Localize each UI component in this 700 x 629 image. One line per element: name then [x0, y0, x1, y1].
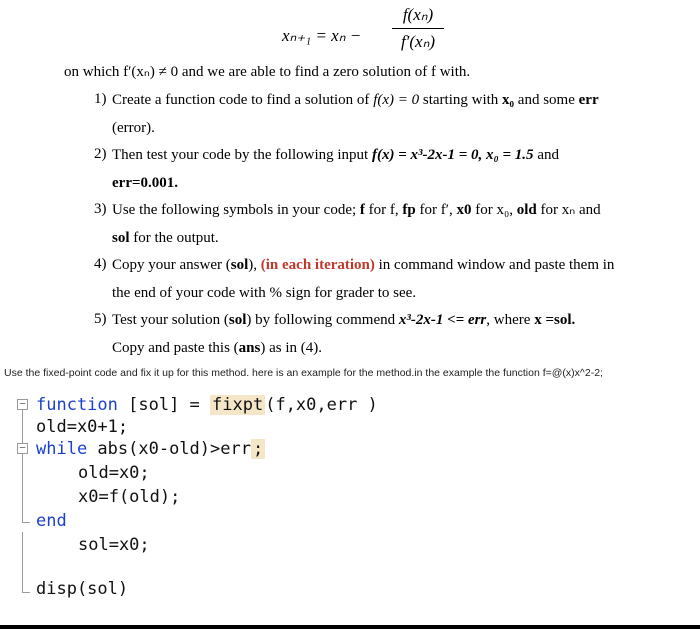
code-line-end — [36, 510, 67, 532]
fold-guide-end-tick — [22, 522, 30, 523]
fold-guide-tail-tick — [22, 592, 30, 593]
code-line-disp: disp(sol) — [36, 579, 129, 599]
formula-lhs: xₙ₊₁ = xₙ − — [282, 26, 362, 45]
item-4-line2: the end of your code with % sign for grader to see. — [112, 285, 417, 301]
item-2-line2: err=0.001. — [112, 175, 179, 191]
item-5-line1 — [112, 311, 575, 329]
item-3-f: f — [359, 202, 365, 218]
item-5-x-sol: x =sol. — [534, 312, 576, 328]
item-5-text-c: ) by following commend — [246, 312, 399, 328]
item-1-eq: f(x) = 0 — [373, 92, 420, 108]
item-3-fp: fp — [402, 202, 416, 218]
keyword-function: function — [36, 395, 118, 415]
fraction-bar — [392, 28, 444, 29]
item-3-text-output: for the output. — [129, 230, 219, 246]
fold-guide-tail — [22, 532, 23, 592]
item-1-line1 — [112, 91, 599, 109]
code-while-cond: abs(x0-old)>err — [87, 439, 251, 459]
item-3-text-c: for f, — [364, 202, 403, 218]
item-5-ans: ans — [238, 340, 261, 356]
item-4-text-a: Copy your answer ( — [112, 257, 231, 273]
item-1-err: err — [578, 92, 599, 108]
item-2-line1 — [112, 146, 559, 164]
formula-denominator: f′(xₙ) — [400, 32, 436, 51]
item-1-text-a: Create a function code to find a solution of — [112, 92, 374, 108]
item-4-number: 4) — [94, 256, 107, 272]
item-5-line2 — [112, 339, 322, 357]
item-2-equation: f(x) = x³-2x-1 = 0, x₀ = 1.5 — [371, 147, 534, 163]
keyword-end: end — [36, 511, 67, 531]
item-1-x0: x₀ — [502, 92, 515, 108]
code-line-function — [36, 394, 378, 416]
item-3-text-g: for x₀, — [471, 202, 517, 218]
item-4-sol: sol — [230, 257, 249, 273]
item-2-number: 2) — [94, 146, 107, 162]
item-3-text-a: Use the following symbols in your code; — [112, 202, 360, 218]
newton-formula — [282, 4, 442, 64]
intro-text: on which f′(xₙ) ≠ 0 and we are able to find a zero solution of f with. — [64, 64, 471, 80]
item-1-text-e: and some — [514, 92, 579, 108]
item-1-text-c: starting with — [419, 92, 503, 108]
code-line-old-init: old=x0+1; — [36, 417, 129, 437]
formula-fraction — [392, 4, 444, 53]
item-5-text-a: Test your solution ( — [112, 312, 229, 328]
code-function-sig: [sol] = — [117, 395, 211, 415]
item-2-text-c: and — [533, 147, 559, 163]
item-3-number: 3) — [94, 201, 107, 217]
highlighted-semicolon: ; — [252, 439, 264, 459]
item-4-each-iteration: (in each iteration) — [260, 257, 375, 273]
code-line-while — [36, 438, 265, 460]
item-2-text-a: Then test your code by the following input — [112, 147, 372, 163]
item-5-text-e: , where — [486, 312, 535, 328]
fold-toggle-function-icon[interactable]: − — [17, 399, 28, 410]
item-5-text-end: ) as in (4). — [260, 340, 322, 356]
item-4-text-e: in command window and paste them in — [374, 257, 615, 273]
item-5-sol: sol — [228, 312, 247, 328]
code-function-args: (f,x0,err ) — [265, 395, 378, 415]
bottom-border — [0, 625, 700, 629]
code-line-old-assign: old=x0; — [78, 463, 150, 483]
item-3-text-i: for xₙ and — [536, 202, 601, 218]
fold-toggle-while-icon[interactable]: − — [17, 443, 28, 454]
keyword-while: while — [36, 439, 88, 459]
item-3-x0: x0 — [456, 202, 472, 218]
code-line-x0-assign: x0=f(old); — [78, 487, 181, 507]
item-1-number: 1) — [94, 91, 107, 107]
item-3-line2 — [112, 229, 219, 247]
item-3-text-e: for f′, — [415, 202, 457, 218]
item-1-line2: (error). — [112, 120, 155, 136]
item-5-text-copy: Copy and paste this ( — [112, 340, 239, 356]
code-line-sol: sol=x0; — [78, 535, 150, 555]
item-3-line1 — [112, 201, 601, 219]
formula-numerator: f(xₙ) — [402, 5, 434, 24]
fold-guide-function — [22, 410, 23, 522]
item-5-number: 5) — [94, 311, 107, 327]
item-4-line1 — [112, 256, 614, 274]
item-5-test-expr: x³-2x-1 <= err — [398, 312, 487, 328]
fixed-point-note: Use the fixed-point code and fix it up for this method. here is an example for the method.in the example the function f=@(x)x^2-2; — [4, 367, 603, 379]
item-4-text-c: ), — [248, 257, 261, 273]
item-3-sol: sol — [112, 230, 130, 246]
item-3-old: old — [516, 202, 537, 218]
highlighted-fixpt: fixpt — [212, 395, 264, 415]
